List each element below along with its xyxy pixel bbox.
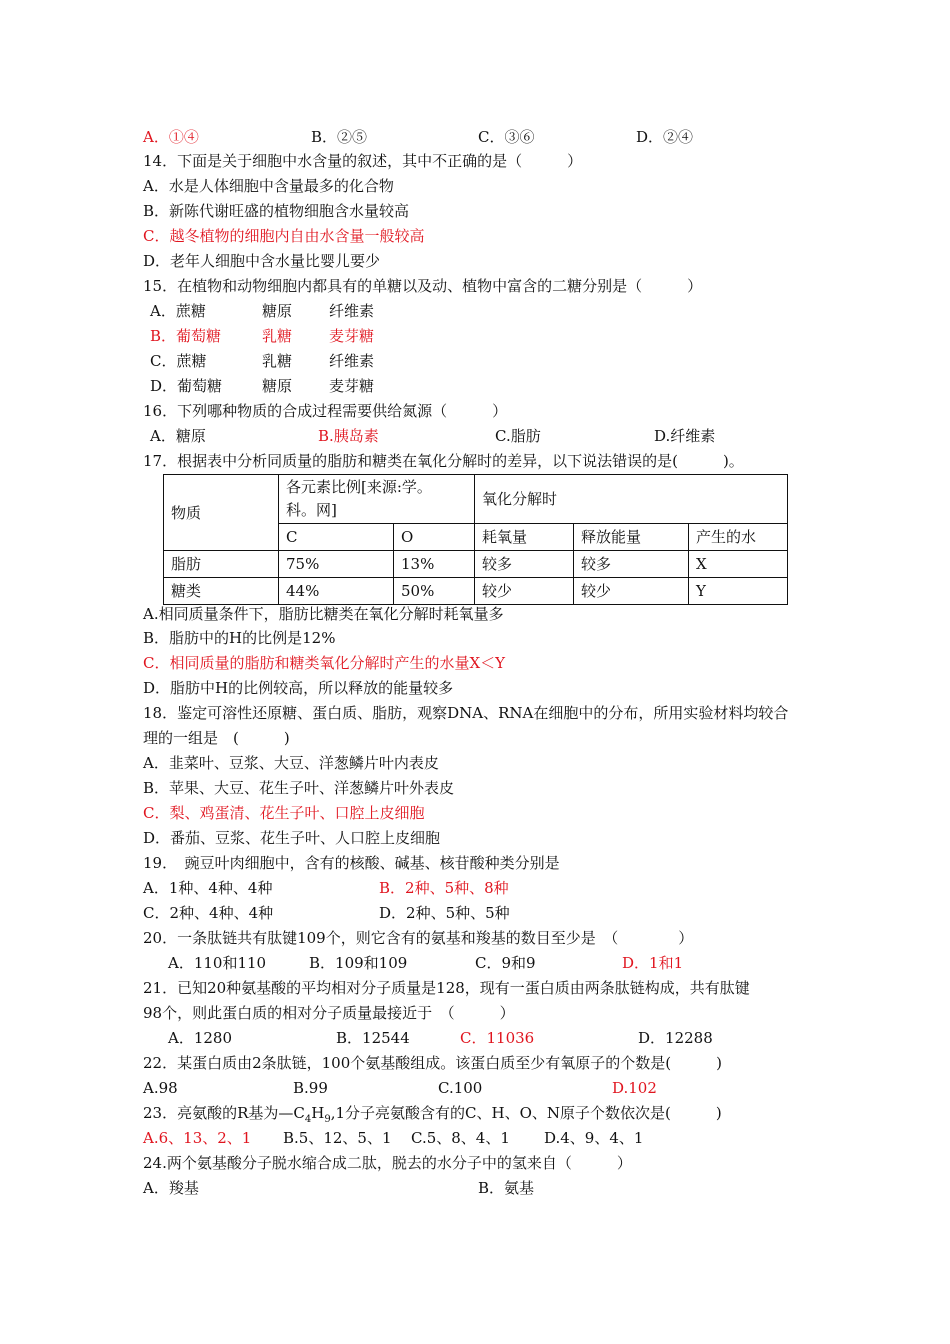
- cell: 较少: [475, 578, 574, 605]
- q23-option-a: A.6、13、2、1: [143, 1129, 252, 1147]
- q24-option-b: B．氨基: [478, 1179, 535, 1197]
- q14-option-b: B．新陈代谢旺盛的植物细胞含水量较高: [143, 202, 410, 220]
- q23-sub-4: 4: [304, 1114, 312, 1125]
- q23-stem-a: 23．亮氨酸的R基为—C: [143, 1104, 305, 1122]
- q23-stem-b: ,1分子亮氨酸含有的C、H、O、N原子个数依次是( ): [330, 1104, 722, 1122]
- cell: 较多: [475, 551, 574, 578]
- q20-option-c: C．9和9: [475, 954, 536, 972]
- q15-c-3: 纤维素: [329, 352, 375, 370]
- q20-option-b: B．109和109: [309, 954, 408, 972]
- q19-option-b: B．2种、5种、8种: [379, 879, 509, 897]
- th-energy: 释放能量: [574, 524, 689, 551]
- q16-option-a: A．糖原: [150, 427, 206, 445]
- cell: 75%: [279, 551, 394, 578]
- q23-options: [143, 1128, 743, 1148]
- q21-option-c: C．11036: [460, 1029, 535, 1047]
- q24-options: [143, 1178, 743, 1198]
- q20-option-a: A．110和110: [168, 954, 267, 972]
- q17-stem: 17．根据表中分析同质量的脂肪和糖类在氧化分解时的差异，以下说法错误的是( )。: [143, 452, 744, 470]
- q17-table: [163, 474, 788, 605]
- q13-option-b: B．②⑤: [311, 128, 368, 146]
- cell: 脂肪: [164, 551, 279, 578]
- q23-stem: [143, 1103, 722, 1123]
- q15-option-b: [150, 326, 450, 346]
- th-o: O: [394, 524, 475, 551]
- q15-a-3: 纤维素: [329, 302, 375, 320]
- q24-stem: 24.两个氨基酸分子脱水缩合成二肽，脱去的水分子中的氢来自（ ）: [143, 1154, 632, 1172]
- q13-option-a: A．①④: [143, 128, 199, 146]
- cell: 44%: [279, 578, 394, 605]
- q18-stem-line1: 18．鉴定可溶性还原糖、蛋白质、脂肪，观察DNA、RNA在细胞中的分布，所用实验材料均较合: [143, 704, 789, 722]
- q22-option-b: B.99: [293, 1079, 328, 1097]
- q15-b-2: 乳糖: [262, 327, 293, 345]
- q15-b-1: B．葡萄糖: [150, 327, 222, 345]
- q22-option-c: C.100: [438, 1079, 483, 1097]
- q20-options: [168, 953, 768, 973]
- q15-b-3: 麦芽糖: [329, 327, 375, 345]
- th-substance: 物质: [164, 475, 279, 551]
- cell: 50%: [394, 578, 475, 605]
- q21-stem-line2: 98个，则此蛋白质的相对分子质量最接近于 （ ）: [143, 1004, 515, 1022]
- q15-a-2: 糖原: [262, 302, 293, 320]
- q16-option-b: B.胰岛素: [318, 427, 379, 445]
- q19-options-row2: [143, 903, 743, 923]
- cell: 糖类: [164, 578, 279, 605]
- table-row: [164, 578, 788, 605]
- q14-option-a: A．水是人体细胞中含量最多的化合物: [143, 177, 394, 195]
- q18-option-b: B．苹果、大豆、花生子叶、洋葱鳞片叶外表皮: [143, 779, 455, 797]
- q19-stem: 19． 豌豆叶肉细胞中，含有的核酸、碱基、核苷酸种类分别是: [143, 854, 560, 872]
- q14-option-c: C．越冬植物的细胞内自由水含量一般较高: [143, 227, 425, 245]
- q14-option-d: D．老年人细胞中含水量比婴儿要少: [143, 252, 381, 270]
- q20-option-d: D．1和1: [622, 954, 684, 972]
- q23-stem-h: H: [311, 1104, 325, 1122]
- q21-option-b: B．12544: [336, 1029, 410, 1047]
- th-ratio: [279, 475, 475, 524]
- th-c: C: [279, 524, 394, 551]
- th-water: 产生的水: [689, 524, 788, 551]
- q21-option-a: A．1280: [168, 1029, 233, 1047]
- q21-options: [168, 1028, 768, 1048]
- q15-option-a: [150, 301, 450, 321]
- cell: X: [689, 551, 788, 578]
- q15-option-c: [150, 351, 450, 371]
- q22-options: [143, 1078, 743, 1098]
- q17-option-b: B．脂肪中的H的比例是12%: [143, 629, 336, 647]
- q15-c-1: C．蔗糖: [150, 352, 207, 370]
- cell: 13%: [394, 551, 475, 578]
- q15-d-2: 糖原: [262, 377, 293, 395]
- q17-option-d: D．脂肪中H的比例较高，所以释放的能量较多: [143, 679, 454, 697]
- q15-stem: 15．在植物和动物细胞内都具有的单糖以及动、植物中富含的二糖分别是（ ）: [143, 277, 703, 295]
- q19-option-d: D．2种、5种、5种: [379, 904, 510, 922]
- q18-stem-line2: 理的一组是 ( ): [143, 729, 290, 747]
- q13-option-c: C．③⑥: [478, 128, 535, 146]
- q15-a-1: A．蔗糖: [150, 302, 206, 320]
- q14-stem: 14．下面是关于细胞中水含量的叙述，其中不正确的是（ ）: [143, 152, 583, 170]
- q21-stem-line1: 21．已知20种氨基酸的平均相对分子质量是128，现有一蛋白质由两条肽链构成，共有肽键: [143, 979, 750, 997]
- q23-option-c: C.5、8、4、1: [411, 1129, 510, 1147]
- th-oxygen: 耗氧量: [475, 524, 574, 551]
- q18-option-d: D．番茄、豆浆、花生子叶、人口腔上皮细胞: [143, 829, 441, 847]
- q23-option-d: D.4、9、4、1: [544, 1129, 644, 1147]
- q19-option-c: C．2种、4种、4种: [143, 904, 274, 922]
- q22-option-d: D.102: [612, 1079, 657, 1097]
- q24-option-a: A．羧基: [143, 1179, 199, 1197]
- q19-option-a: A．1种、4种、4种: [143, 879, 273, 897]
- q16-stem: 16．下列哪种物质的合成过程需要供给氮源（ ）: [143, 402, 508, 420]
- cell: 较多: [574, 551, 689, 578]
- cell: Y: [689, 578, 788, 605]
- q18-option-c: C．梨、鸡蛋清、花生子叶、口腔上皮细胞: [143, 804, 425, 822]
- table-row: [164, 551, 788, 578]
- q15-option-d: [150, 376, 450, 396]
- q15-d-1: D．葡萄糖: [150, 377, 223, 395]
- cell: 较少: [574, 578, 689, 605]
- q16-options: [150, 426, 750, 446]
- q22-option-a: A.98: [143, 1079, 178, 1097]
- q13-options: [143, 127, 843, 147]
- q23-option-b: B.5、12、5、1: [283, 1129, 392, 1147]
- q17-option-c: C．相同质量的脂肪和糖类氧化分解时产生的水量X＜Y: [143, 654, 506, 672]
- q17-option-a: A.相同质量条件下，脂肪比糖类在氧化分解时耗氧量多: [143, 605, 504, 623]
- q15-c-2: 乳糖: [262, 352, 293, 370]
- q18-option-a: A．韭菜叶、豆浆、大豆、洋葱鳞片叶内表皮: [143, 754, 439, 772]
- q16-option-d: D.纤维素: [654, 427, 716, 445]
- q19-options-row1: [143, 878, 743, 898]
- q16-option-c: C.脂肪: [495, 427, 541, 445]
- th-ratio-line2: 科。网]: [286, 501, 337, 519]
- q20-stem: 20．一条肽链共有肽键109个，则它含有的氨基和羧基的数目至少是 （ ）: [143, 929, 694, 947]
- q15-d-3: 麦芽糖: [329, 377, 375, 395]
- q22-stem: 22．某蛋白质由2条肽链，100个氨基酸组成。该蛋白质至少有氧原子的个数是( ): [143, 1054, 722, 1072]
- th-oxidation: 氧化分解时: [475, 475, 788, 524]
- q13-option-d: D．②④: [636, 128, 694, 146]
- th-ratio-line1: 各元素比例[来源:学。: [286, 478, 432, 496]
- q23-sub-9: 9: [324, 1114, 331, 1125]
- q21-option-d: D．12288: [638, 1029, 713, 1047]
